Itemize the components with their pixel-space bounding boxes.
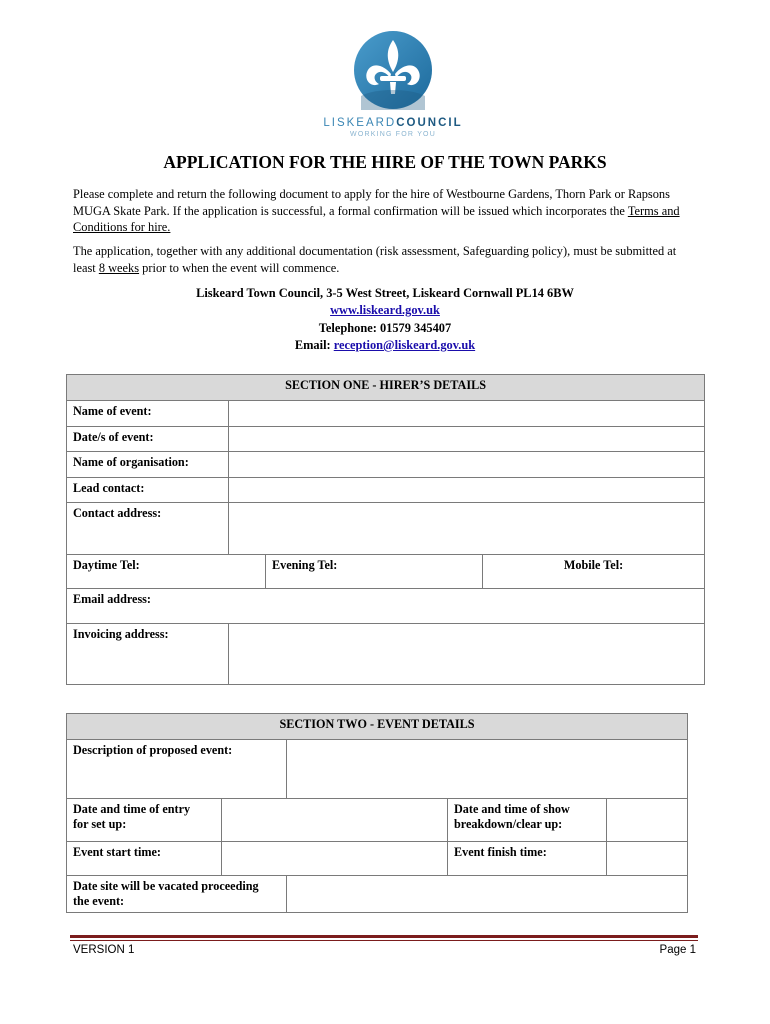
start-time-field[interactable] xyxy=(222,842,448,876)
intro-paragraph-1: Please complete and return the following document to apply for the hire of Westbourne Gardens, Thorn Park or Rapsons MUGA Skate Park. If the application is successful, a formal confirmation will be issued which incorporates the Terms and Conditions for hire. xyxy=(73,187,680,235)
terms-link[interactable]: Terms and Conditions for hire. xyxy=(73,203,680,235)
dates-of-event-field[interactable] xyxy=(229,427,705,452)
intro-paragraph-2: The application, together with any additional documentation (risk assessment, Safeguarding policy), must be submitted at least 8 weeks prior to when the event will commence. xyxy=(73,244,677,275)
lead-contact-field[interactable] xyxy=(229,478,705,503)
dates-of-event-label: Date/s of event: xyxy=(67,427,229,452)
contact-address-field[interactable] xyxy=(229,503,705,555)
entry-time-label: Date and time of entry for set up: xyxy=(67,799,222,842)
fleur-de-lis-icon xyxy=(353,30,433,110)
logo-tagline: WORKING FOR YOU xyxy=(350,131,436,138)
email-address-field[interactable]: Email address: xyxy=(67,589,705,624)
vacated-date-label: Date site will be vacated proceeding the event: xyxy=(67,876,287,913)
mobile-tel-field[interactable]: Mobile Tel: xyxy=(483,555,705,589)
section-one-table xyxy=(66,374,705,685)
version-label: VERSION 1 xyxy=(73,944,135,956)
contact-telephone: Telephone: 01579 345407 xyxy=(318,320,452,335)
page-number: Page 1 xyxy=(659,944,696,956)
evening-tel-field[interactable]: Evening Tel: xyxy=(266,555,483,589)
description-label: Description of proposed event: xyxy=(67,740,287,799)
daytime-tel-field[interactable]: Daytime Tel: xyxy=(67,555,266,589)
contact-address-label: Contact address: xyxy=(67,503,229,555)
email-link[interactable]: reception@liskeard.gov.uk xyxy=(333,337,476,352)
show-breakdown-field[interactable] xyxy=(607,799,688,842)
council-logo xyxy=(323,30,463,138)
contact-block: Liskeard Town Council, 3-5 West Street, Liskeard Cornwall PL14 6BW www.liskeard.gov.uk Telephone: 01579 345407 Email: reception@liskeard.gov.uk xyxy=(0,285,770,354)
section-two-heading: SECTION TWO - EVENT DETAILS xyxy=(67,714,688,740)
vacated-date-field[interactable] xyxy=(287,876,688,913)
start-time-label: Event start time: xyxy=(67,842,222,876)
organisation-field[interactable] xyxy=(229,452,705,478)
section-two-table xyxy=(66,713,688,913)
name-of-event-label: Name of event: xyxy=(67,401,229,427)
invoicing-address-label: Invoicing address: xyxy=(67,624,229,685)
organisation-label: Name of organisation: xyxy=(67,452,229,478)
footer-rule-thin xyxy=(70,940,698,941)
logo-wordmark: LISKEARDCOUNCIL xyxy=(323,117,463,129)
entry-time-field[interactable] xyxy=(222,799,448,842)
page-title: APPLICATION FOR THE HIRE OF THE TOWN PARKS xyxy=(163,152,607,172)
finish-time-field[interactable] xyxy=(607,842,688,876)
show-breakdown-label: Date and time of show breakdown/clear up: xyxy=(448,799,607,842)
contact-address: Liskeard Town Council, 3-5 West Street, Liskeard Cornwall PL14 6BW xyxy=(196,286,574,300)
lead-contact-label: Lead contact: xyxy=(67,478,229,503)
description-field[interactable] xyxy=(287,740,688,799)
website-link[interactable]: www.liskeard.gov.uk xyxy=(330,303,440,318)
name-of-event-field[interactable] xyxy=(229,401,705,427)
section-one-heading: SECTION ONE - HIRER’S DETAILS xyxy=(67,375,705,401)
invoicing-address-field[interactable] xyxy=(229,624,705,685)
finish-time-label: Event finish time: xyxy=(448,842,607,876)
footer-rule xyxy=(70,935,698,938)
